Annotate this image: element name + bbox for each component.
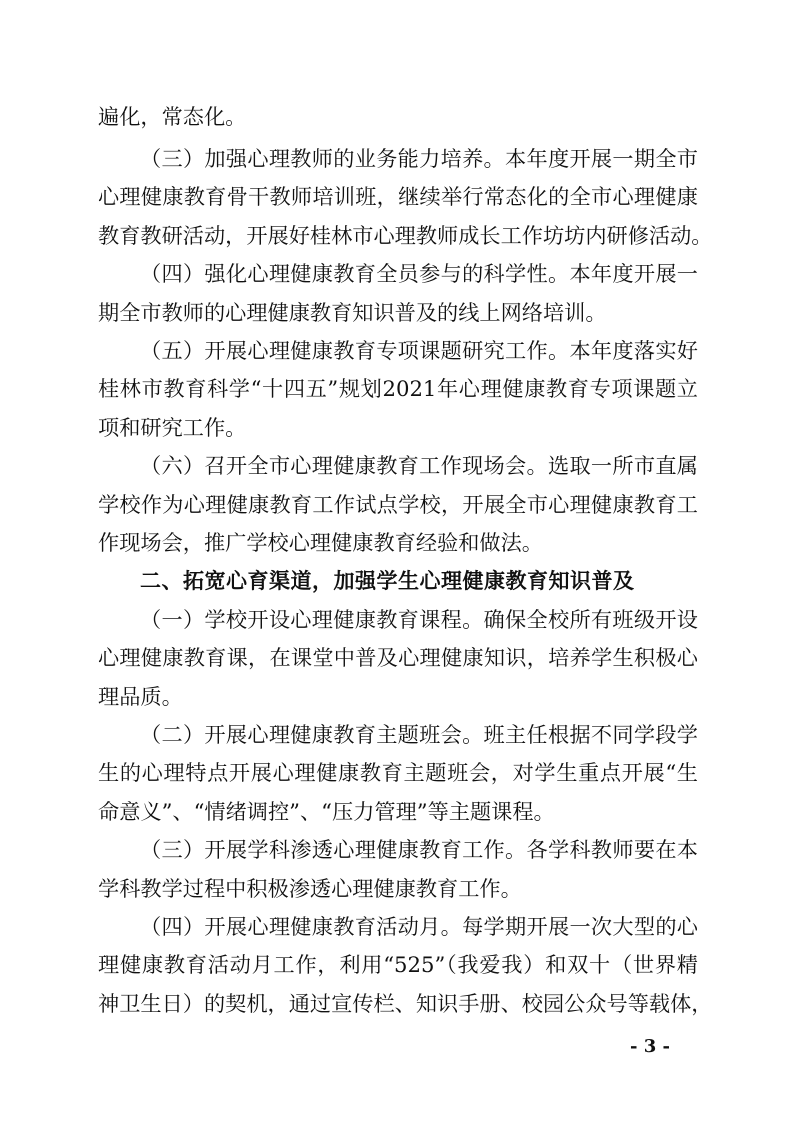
text-line-2: （三）加强心理教师的业务能力培养。本年度开展一期全市 xyxy=(140,146,698,171)
text-line-1: 遍化，常态化。 xyxy=(98,104,247,129)
text-line-24: 神卫生日）的契机，通过宣传栏、知识手册、校园公众号等载体， xyxy=(98,991,713,1016)
text-line-9: 项和研究工作。 xyxy=(98,415,247,440)
text-line-17: （二）开展心理健康教育主题班会。班主任根据不同学段学 xyxy=(140,722,698,747)
page-number: - 3 - xyxy=(630,1036,670,1057)
section-heading: 二、拓宽心育渠道，加强学生心理健康教育知识普及 xyxy=(140,569,635,593)
text-line-3: 心理健康教育骨干教师培训班，继续举行常态化的全市心理健康 xyxy=(98,184,698,209)
text-line-11: 学校作为心理健康教育工作试点学校，开展全市心理健康教育工 xyxy=(98,492,698,517)
text-line-18: 生的心理特点开展心理健康教育主题班会，对学生重点开展“生 xyxy=(98,760,698,785)
text-line-15: 心理健康教育课，在课堂中普及心理健康知识，培养学生积极心 xyxy=(98,645,698,670)
text-line-5: （四）强化心理健康教育全员参与的科学性。本年度开展一 xyxy=(140,261,698,286)
text-line-23: 理健康教育活动月工作，利用“525”（我爱我）和双十（世界精 xyxy=(98,952,698,977)
text-line-21: 学科教学过程中积极渗透心理健康教育工作。 xyxy=(98,876,522,901)
text-line-20: （三）开展学科渗透心理健康教育工作。各学科教师要在本 xyxy=(140,837,698,862)
text-line-12: 作现场会，推广学校心理健康教育经验和做法。 xyxy=(98,530,543,555)
text-line-4: 教育教研活动，开展好桂林市心理教师成长工作坊坊内研修活动。 xyxy=(98,223,713,248)
text-line-7: （五）开展心理健康教育专项课题研究工作。本年度落实好 xyxy=(140,338,698,363)
text-line-14: （一）学校开设心理健康教育课程。确保全校所有班级开设 xyxy=(140,607,698,632)
text-line-6: 期全市教师的心理健康教育知识普及的线上网络培训。 xyxy=(98,300,607,325)
text-line-16: 理品质。 xyxy=(98,684,183,709)
text-line-10: （六）召开全市心理健康教育工作现场会。选取一所市直属 xyxy=(140,453,698,478)
text-line-19: 命意义”、“情绪调控”、“压力管理”等主题课程。 xyxy=(98,799,555,824)
text-line-22: （四）开展心理健康教育活动月。每学期开展一次大型的心 xyxy=(140,914,698,939)
text-line-8: 桂林市教育科学“十四五”规划2021年心理健康教育专项课题立 xyxy=(98,376,698,401)
